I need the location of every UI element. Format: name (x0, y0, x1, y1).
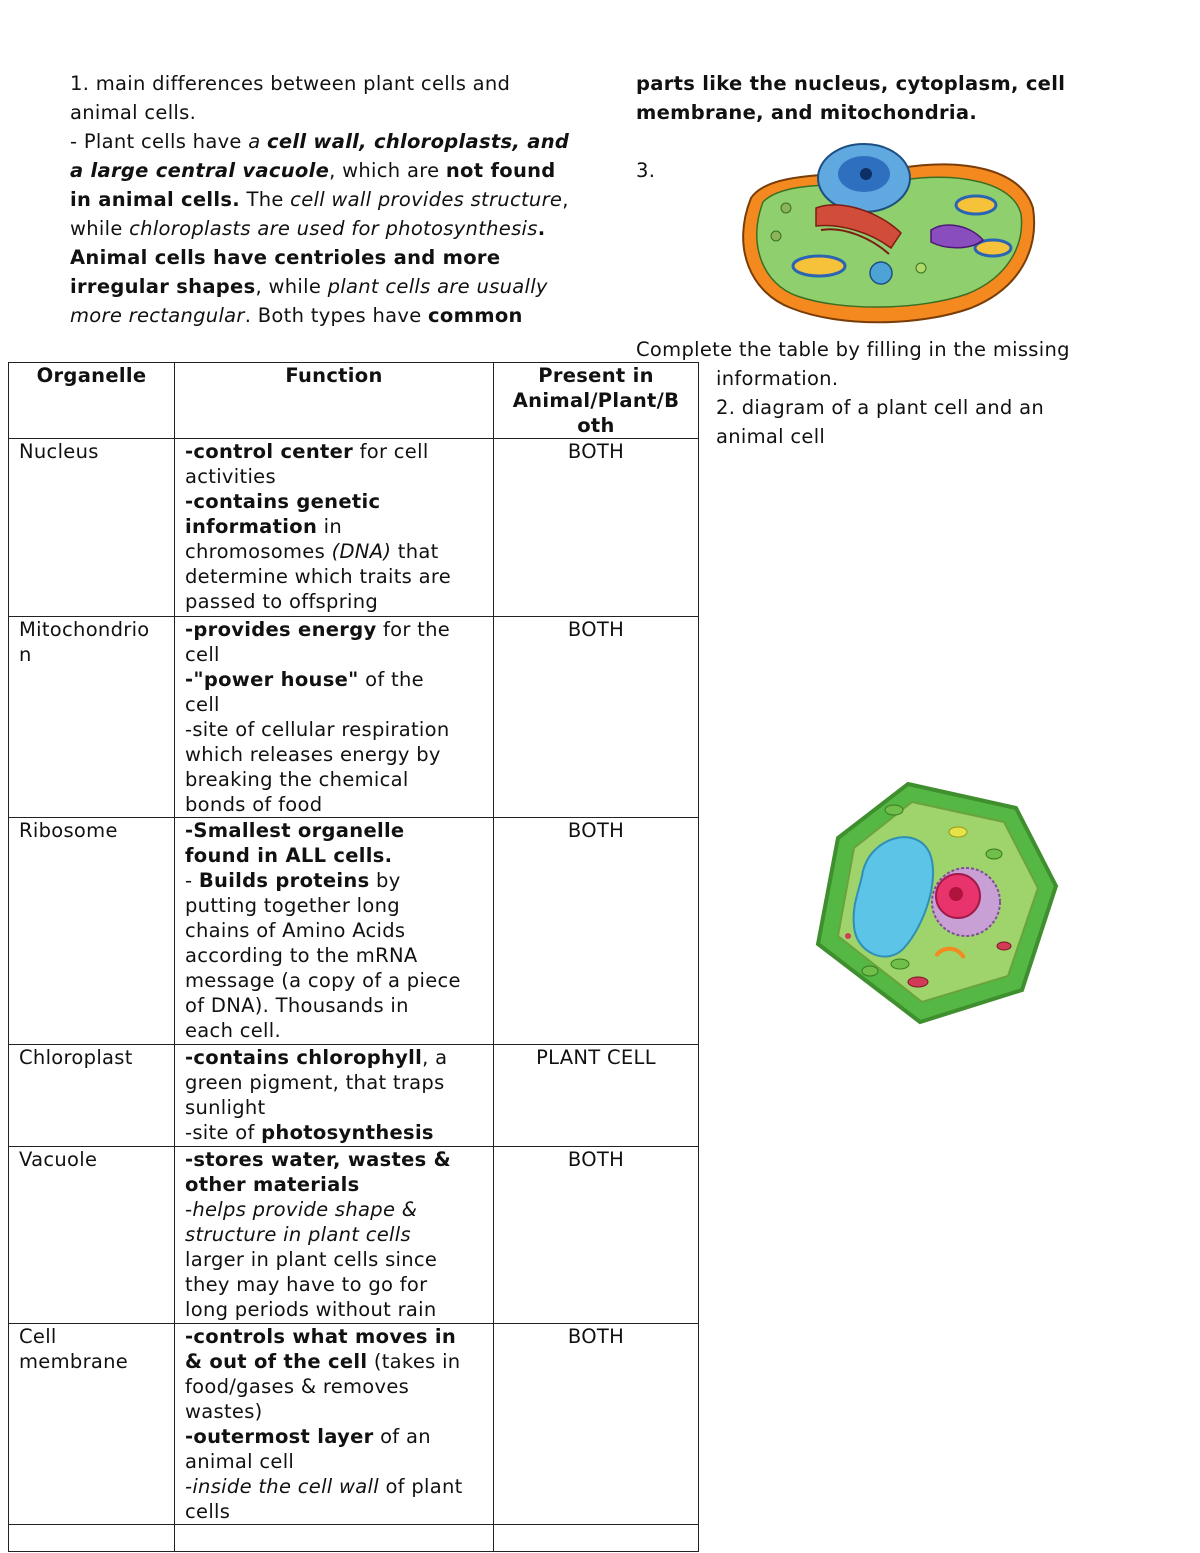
intro-text: , which are (329, 159, 446, 182)
fn-text: cells (185, 1500, 231, 1523)
fn-text: -provides energy (185, 618, 377, 641)
organelle-label: n (19, 643, 32, 666)
intro-text: not found in animal cells. (70, 159, 556, 211)
intro-text: The (240, 188, 291, 211)
header-present (494, 363, 699, 439)
fn-text: activities (185, 465, 276, 488)
fn-text: chromosomes (185, 540, 332, 563)
fn-text: food/gases & removes (185, 1375, 410, 1398)
header-function (175, 363, 494, 439)
intro-text: a (248, 130, 267, 153)
fn-text: breaking the chemical (185, 768, 409, 791)
fn-text: which releases energy by (185, 743, 441, 766)
organelle-label: Ribosome (19, 819, 118, 842)
fn-text: -control center (185, 440, 354, 463)
intro-text: common (428, 304, 523, 327)
intro-text: cell wall, chloroplasts, and a large central vacuole (70, 130, 570, 182)
intro-continuation-text: parts like the nucleus, cytoplasm, cell membrane, and mitochondria. (636, 72, 1066, 124)
fn-text: -controls what moves in (185, 1325, 457, 1348)
fn-text: larger in plant cells since (185, 1248, 438, 1271)
animal-cell-illustration (731, 138, 1039, 328)
fn-text: of an (373, 1425, 431, 1448)
empty-cell (175, 1525, 494, 1552)
function-cell (175, 1147, 494, 1324)
empty-cell (494, 1525, 699, 1552)
header-label: Function (285, 364, 383, 387)
fn-text: determine which traits are (185, 565, 452, 588)
present-value: BOTH (567, 819, 625, 842)
header-label: Present in (538, 364, 654, 387)
fn-text: according to the mRNA (185, 944, 418, 967)
fn-text: information (185, 515, 318, 538)
function-cell (175, 617, 494, 818)
table-row (9, 1147, 699, 1324)
fn-text: -stores water, wastes & (185, 1148, 451, 1171)
fn-text: Builds proteins (198, 869, 370, 892)
organelle-name (9, 617, 175, 818)
fn-text: photosynthesis (261, 1121, 434, 1144)
fn-text: -outermost layer (185, 1425, 374, 1448)
intro-paragraph (70, 69, 570, 330)
table-row-empty (9, 1525, 699, 1552)
fn-text: -contains genetic (185, 490, 381, 513)
fn-text: wastes) (185, 1400, 263, 1423)
fn-text: each cell. (185, 1019, 281, 1042)
header-label: Animal/Plant/B (512, 389, 680, 412)
present-value: BOTH (567, 618, 625, 641)
fn-text: in (317, 515, 343, 538)
fn-text: by (369, 869, 401, 892)
fn-text: they may have to go for (185, 1273, 428, 1296)
present-cell (494, 439, 699, 617)
organelle-label: Cell (19, 1325, 57, 1348)
fn-text: that (391, 540, 439, 563)
organelle-name (9, 1147, 175, 1324)
present-cell (494, 617, 699, 818)
fn-text: structure in plant cells (185, 1223, 411, 1246)
intro-text: . Animal cells have centrioles and more irregular shapes (70, 217, 546, 298)
header-label: oth (577, 414, 615, 437)
fn-text: bonds of food (185, 793, 323, 816)
table-header-row (9, 363, 699, 439)
organelle-table (8, 362, 699, 1552)
function-cell (175, 439, 494, 617)
table-row (9, 1324, 699, 1525)
fn-text: for the (376, 618, 451, 641)
question-2-label: 2. diagram of a plant cell and an (716, 396, 1045, 419)
function-cell (175, 1045, 494, 1147)
intro-text: , while (255, 275, 328, 298)
fn-text: green pigment, that traps (185, 1071, 445, 1094)
organelle-name (9, 818, 175, 1045)
header-label: Organelle (36, 364, 147, 387)
question-2-label-continued: animal cell (716, 425, 826, 448)
intro-text: . Both types have (244, 304, 429, 327)
fn-text: cell (185, 643, 220, 666)
fn-text: -site of cellular respiration (185, 718, 450, 741)
table-row (9, 818, 699, 1045)
table-row (9, 439, 699, 617)
organelle-name (9, 439, 175, 617)
fn-text: (DNA) (331, 540, 392, 563)
question-3-label: 3. (636, 159, 656, 182)
organelle-label: Vacuole (19, 1148, 98, 1171)
fn-text: cell (185, 693, 220, 716)
intro-text: chloroplasts are used for photosynthesis (129, 217, 538, 240)
fn-text: , a (422, 1046, 448, 1069)
fn-text: (takes in (367, 1350, 461, 1373)
table-row (9, 617, 699, 818)
present-cell (494, 1045, 699, 1147)
intro-text: - Plant cells have (70, 130, 249, 153)
fn-text: putting together long (185, 894, 400, 917)
instruction-continued (716, 364, 1116, 451)
fn-text: -inside the cell wall (185, 1475, 379, 1498)
organelle-name (9, 1045, 175, 1147)
fn-text: of the (358, 668, 424, 691)
instruction: Complete the table by filling in the missing (636, 338, 1070, 361)
fn-text: sunlight (185, 1096, 266, 1119)
fn-text: long periods without rain (185, 1298, 437, 1321)
intro-text: plant cells are usually more rectangular (70, 275, 548, 327)
intro-continuation (636, 69, 1116, 127)
fn-text: animal cell (185, 1450, 295, 1473)
fn-text: passed to offspring (185, 590, 379, 613)
fn-text: of DNA). Thousands in (185, 994, 409, 1017)
intro-text: cell wall provides structure (290, 188, 563, 211)
fn-text: chains of Amino Acids (185, 919, 406, 942)
fn-text: for cell (353, 440, 429, 463)
organelle-label: membrane (19, 1350, 129, 1373)
instruction-line: information. (716, 367, 839, 390)
present-cell (494, 1324, 699, 1525)
fn-text: other materials (185, 1173, 360, 1196)
function-cell (175, 1324, 494, 1525)
organelle-label: Chloroplast (19, 1046, 133, 1069)
header-organelle (9, 363, 175, 439)
fn-text: & out of the cell (185, 1350, 368, 1373)
empty-cell (9, 1525, 175, 1552)
plant-cell-illustration (808, 776, 1062, 1030)
q1-title: 1. main differences between plant cells and animal cells. (70, 72, 511, 124)
present-value: BOTH (567, 440, 625, 463)
fn-text: message (a copy of a piece (185, 969, 461, 992)
fn-text: -"power house" (185, 668, 359, 691)
table-row (9, 1045, 699, 1147)
organelle-label: Mitochondrio (19, 618, 150, 641)
present-value: BOTH (567, 1148, 625, 1171)
fn-text: found in ALL cells. (185, 844, 393, 867)
organelle-name (9, 1324, 175, 1525)
present-value: PLANT CELL (536, 1046, 656, 1069)
present-cell (494, 1147, 699, 1324)
fn-text: -contains chlorophyll (185, 1046, 423, 1069)
function-cell (175, 818, 494, 1045)
fn-text: - (185, 869, 199, 892)
intro-text: , while (70, 188, 569, 240)
present-cell (494, 818, 699, 1045)
present-value: BOTH (567, 1325, 625, 1348)
fn-text: -Smallest organelle (185, 819, 405, 842)
organelle-label: Nucleus (19, 440, 99, 463)
fn-text: of plant (378, 1475, 463, 1498)
fn-text: -site of (185, 1121, 262, 1144)
fn-text: -helps provide shape & (185, 1198, 418, 1221)
